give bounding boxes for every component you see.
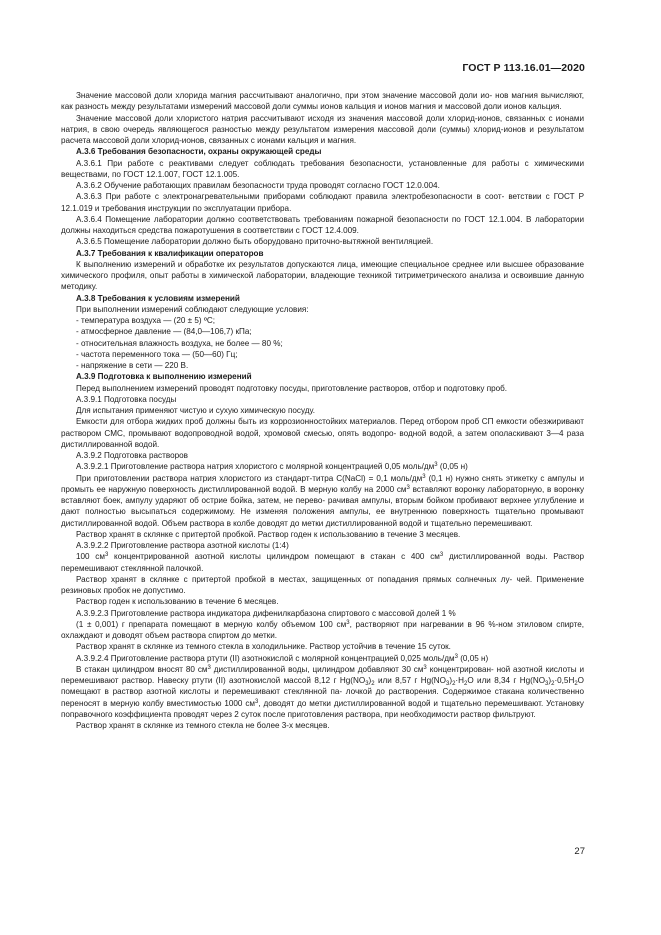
- paragraph: При приготовлении раствора натрия хлористого из стандарт-титра С(NaCl) = 0,1 моль/$дм^3$ (0,1 н) нужно снять этикетку с ампулы и промыть ее наружную поверхность дистиллированной водой. В мерную колбу на 2000 $см^3$ вставляют воронку лабораторную, в воронку вставляют боек, ампулу ударяют об острие бойка, затем, не перево- рачивая ампулы, вторым бойком пробивают верхнее углубление и дают полностью высыпаться содержимому. Не изменяя положения ампулы, ее внутреннюю поверхность тщательно промывают дистиллированной водой. Объем раствора в колбе доводят до метки дистиллированной водой и тщательно перемешивают.: [61, 473, 585, 528]
- paragraph: Раствор годен к использованию в течение 6 месяцев.: [76, 597, 279, 607]
- paragraph: (1 ± 0,001) г препарата помещают в мерную колбу объемом 100 $см^3$, растворяют при нагревании в 96 %-ном этиловом спирте, охлаждают и доводят объем раствора спиртом до метки.: [61, 619, 585, 640]
- list-item: - частота переменного тока — (50—60) Гц;: [76, 349, 238, 359]
- page-number: 27: [574, 846, 585, 857]
- subsection-title: А.3.9.2 Подготовка растворов: [76, 451, 188, 460]
- document-body: [61, 90, 584, 731]
- paragraph: Для испытания применяют чистую и сухую химическую посуду.: [76, 406, 315, 415]
- subsection-title: А.3.9.2.4 Приготовление раствора ртути (II) азотнокислой с молярной концентрацией 0,025 моль/$дм^3$ (0,05 н): [76, 653, 489, 663]
- list-item: - температура воздуха — (20 ± 5) ºС;: [76, 316, 215, 325]
- section-heading: А.3.9 Подготовка к выполнению измерений: [76, 372, 252, 382]
- paragraph: А.3.6.3 При работе с электронагревательными приборами соблюдают правила электробезопасности в соот- ветствии с ГОСТ Р 12.1.019 и требования инструкции по эксплуатации прибора.: [61, 192, 584, 213]
- list-item: - напряжение в сети — 220 В.: [76, 361, 189, 370]
- paragraph: Раствор хранят в склянке с притертой пробкой. Раствор годен к использованию в течение 3 месяцев.: [76, 529, 461, 539]
- subsection-title: А.3.9.1 Подготовка посуды: [76, 394, 177, 404]
- section-heading: А.3.6 Требования безопасности, охраны окружающей среды: [76, 147, 322, 157]
- subsection-title: А.3.9.2.2 Приготовление раствора азотной кислоты (1:4): [76, 541, 289, 550]
- paragraph: При выполнении измерений соблюдают следующие условия:: [76, 304, 309, 314]
- paragraph: Значение массовой доли хлористого натрия рассчитывают исходя из значения массовой доли хлорид-ионов, связанных с ионами натрия, в свою очередь являющегося разностью между результатом измерения массовой доли (суммы) хлорид-ионов и результатом расчета массовой доли хлорид-ионов, связанных с ионами кальция и магния.: [61, 113, 584, 145]
- paragraph: Перед выполнением измерений проводят подготовку посуды, приготовление растворов, отбор и подготовку проб.: [76, 383, 508, 393]
- paragraph: Емкости для отбора жидких проб должны быть из коррозионностойких материалов. Перед отбором проб СП емкости обезжиривают раствором СМС, промывают водопроводной водой, хромовой смесью, опять водопро- водной водой, а затем ополаскивают 3—4 раза дистиллированной водой.: [61, 417, 584, 449]
- paragraph: Раствор хранят в склянке из темного стекла в холодильнике. Раствор устойчив в течение 15 суток.: [76, 642, 451, 652]
- paragraph: 100 $см^3$ концентрированной азотной кислоты цилиндром помещают в стакан с 400 $см^3$ дистиллированной воды. Раствор перемешивают стеклянной палочкой.: [61, 552, 584, 573]
- paragraph: В стакан цилиндром вносят 80 $см^3$ дистиллированной воды, цилиндром добавляют 30 $см^3$ концентрирован- ной азотной кислоты и перемешивают раствор. Навеску ртути (II) азотнокислой массой 8,12 г $Hg(NO_3)_2$ или 8,57 г $Hg(NO_3)_2\cdot H_2O$ или 8,34 г $Hg(NO_3)_2\cdot 0,5H_2O$ помещают в раствор азотной кислоты и перемешивают стеклянной па- лочкой до растворения. Содержимое стакана количественно переносят в мерную колбу вместимостью 1000 $см^3$, доводят до метки дистиллированной водой и тщательно перемешивают. Установку поправочного коэффициента проводят через 2 суток после приготовления раствора, при необходимости раствор фильтруют.: [61, 664, 585, 719]
- paragraph: А.3.6.4 Помещение лаборатории должно соответствовать требованиям пожарной безопасности по ГОСТ 12.1.004. В лаборатории должны находиться средства пожаротушения в соответствии с ГОСТ 12.4.009.: [61, 214, 584, 235]
- paragraph: Значение массовой доли хлорида магния рассчитывают аналогично, при этом значение массовой доли ио- нов магния вычисляют, как разность между результатами измерений массовой доли суммы ионов кальция и ионов магния и массовой доли ионов кальция.: [61, 91, 584, 112]
- section-heading: А.3.7 Требования к квалификации операторов: [76, 248, 264, 258]
- standard-number: ГОСТ Р 113.16.01—2020: [462, 62, 585, 74]
- subsection-title: А.3.9.2.1 Приготовление раствора натрия хлористого с молярной концентрацией 0,05 моль/$дм^3$ (0,05 н): [76, 462, 468, 472]
- section-heading: А.3.8 Требования к условиям измерений: [76, 293, 240, 303]
- list-item: - относительная влажность воздуха, не более — 80 %;: [76, 338, 283, 348]
- paragraph: К выполнению измерений и обработке их результатов допускаются лица, имеющие специальное среднее или высшее образование химического профиля, опыт работы в химической лаборатории, владеющие техникой титриметрического анализа и освоившие данную методику.: [61, 259, 584, 292]
- paragraph: А.3.6.2 Обучение работающих правилам безопасности труда проводят согласно ГОСТ 12.0.004.: [76, 181, 440, 190]
- paragraph: А.3.6.5 Помещение лаборатории должно быть оборудовано приточно-вытяжной вентиляцией.: [76, 237, 434, 247]
- subsection-title: А.3.9.2.3 Приготовление раствора индикатора дифенилкарбазона спиртового с массовой долей 1 %: [76, 608, 456, 618]
- paragraph: Раствор хранят в склянке из темного стекла не более 3-х месяцев.: [76, 721, 330, 730]
- paragraph: А.3.6.1 При работе с реактивами следует соблюдать требования безопасности, установленные для работы с химическими веществами, по ГОСТ 12.1.007, ГОСТ 12.1.005.: [61, 158, 584, 179]
- paragraph: Раствор хранят в склянке с притертой пробкой в местах, защищенных от попадания прямых солнечных лу- чей. Применение резиновых пробок не допустимо.: [61, 574, 584, 595]
- list-item: - атмосферное давление — (84,0—106,7) кПа;: [76, 327, 252, 337]
